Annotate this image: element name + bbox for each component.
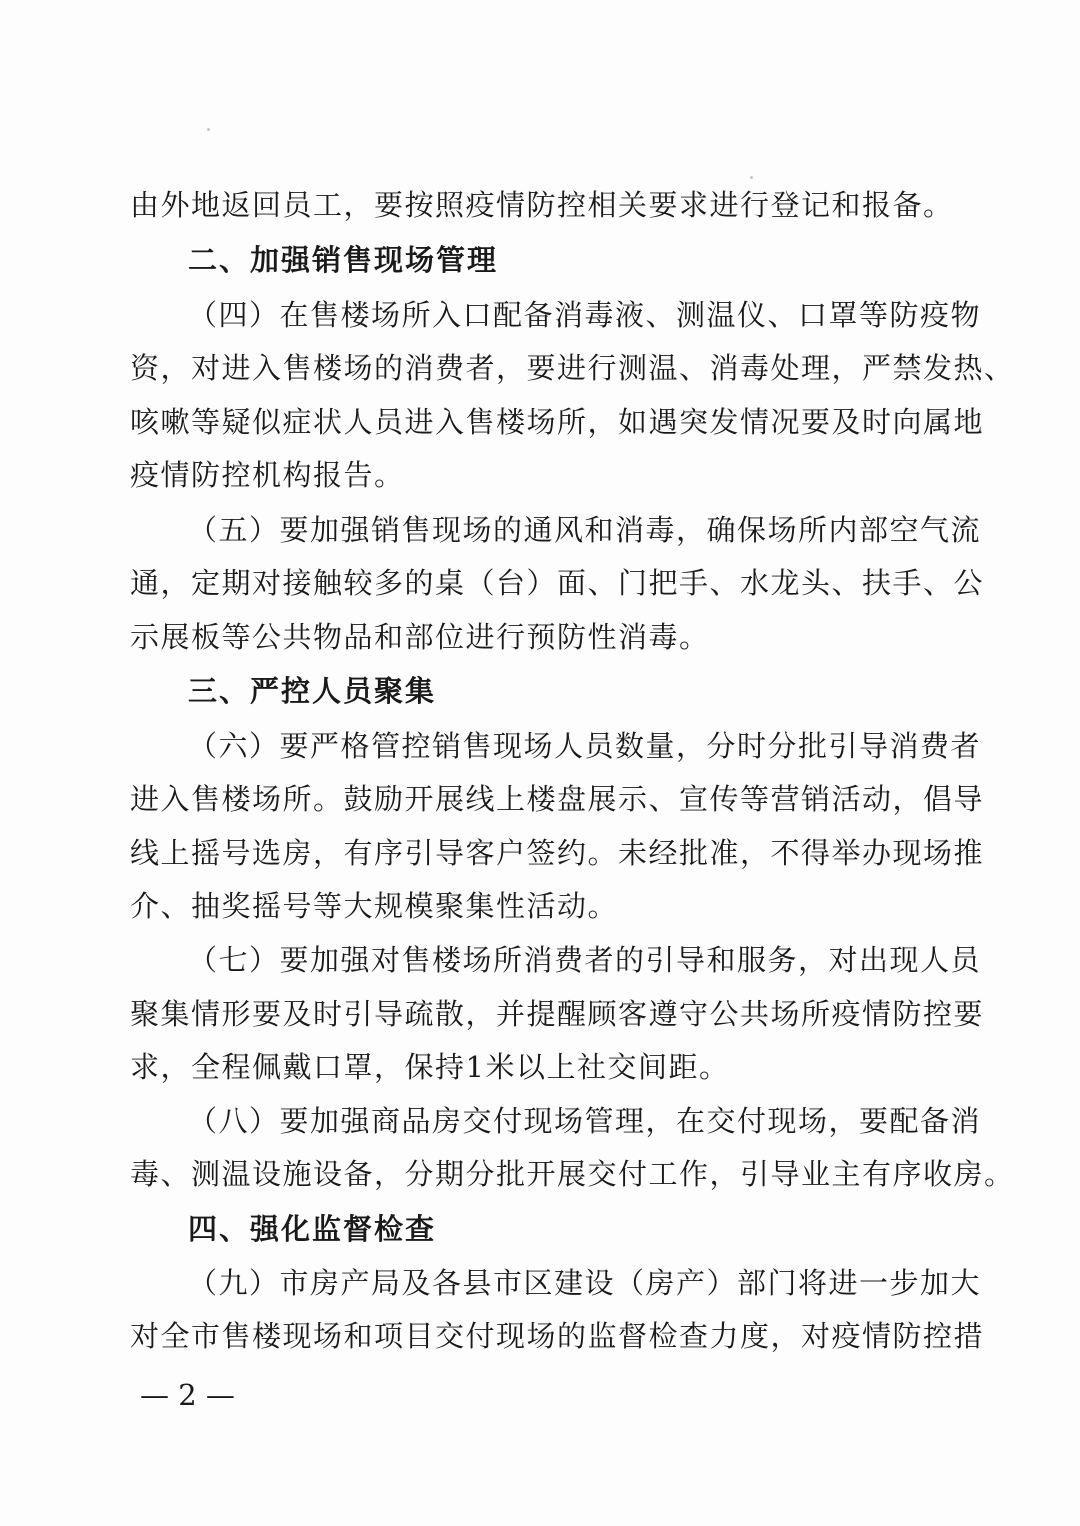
body-line: 进入售楼场所。鼓励开展线上楼盘展示、宣传等营销活动，倡导 (130, 782, 985, 816)
body-line: 示展板等公共物品和部位进行预防性消毒。 (130, 620, 710, 654)
section-heading: 二、加强销售现场管理 (188, 243, 499, 277)
page-number: — 2 — (140, 1378, 235, 1412)
paragraph-start: （七）要加强对售楼场所消费者的引导和服务，对出现人员 (188, 943, 982, 977)
paragraph-start: （八）要加强商品房交付现场管理，在交付现场，要配备消 (188, 1104, 982, 1138)
body-line: 通，定期对接触较多的桌（台）面、门把手、水龙头、扶手、公 (130, 566, 985, 600)
body-line: 毒、测温设施设备，分期分批开展交付工作，引导业主有序收房。 (130, 1157, 1015, 1191)
body-line: 资，对进入售楼场的消费者，要进行测温、消毒处理，严禁发热、 (130, 351, 1015, 385)
body-line: 对全市售楼现场和项目交付现场的监督检查力度，对疫情防控措 (130, 1319, 985, 1353)
body-line: 线上摇号选房，有序引导客户签约。未经批准，不得举办现场推 (130, 836, 985, 870)
scan-speck (750, 176, 753, 179)
paragraph-start: （九）市房产局及各县市区建设（房产）部门将进一步加大 (188, 1266, 982, 1300)
section-heading: 四、强化监督检查 (188, 1212, 437, 1246)
paragraph-start: （四）在售楼场所入口配备消毒液、测温仪、口罩等防疫物 (188, 298, 982, 332)
body-line: 疫情防控机构报告。 (130, 458, 405, 492)
body-line: 由外地返回员工，要按照疫情防控相关要求进行登记和报备。 (130, 188, 954, 222)
paragraph-start: （六）要严格管控销售现场人员数量，分时分批引导消费者 (188, 729, 982, 763)
section-heading: 三、严控人员聚集 (188, 674, 437, 708)
body-line: 求，全程佩戴口罩，保持1米以上社交间距。 (130, 1050, 730, 1084)
scan-speck (207, 128, 210, 131)
paragraph-start: （五）要加强销售现场的通风和消毒，确保场所内部空气流 (188, 513, 982, 547)
body-line: 咳嗽等疑似症状人员进入售楼场所，如遇突发情况要及时向属地 (130, 405, 985, 439)
body-line: 聚集情形要及时引导疏散，并提醒顾客遵守公共场所疫情防控要 (130, 997, 985, 1031)
body-line: 介、抽奖摇号等大规模聚集性活动。 (130, 889, 619, 923)
